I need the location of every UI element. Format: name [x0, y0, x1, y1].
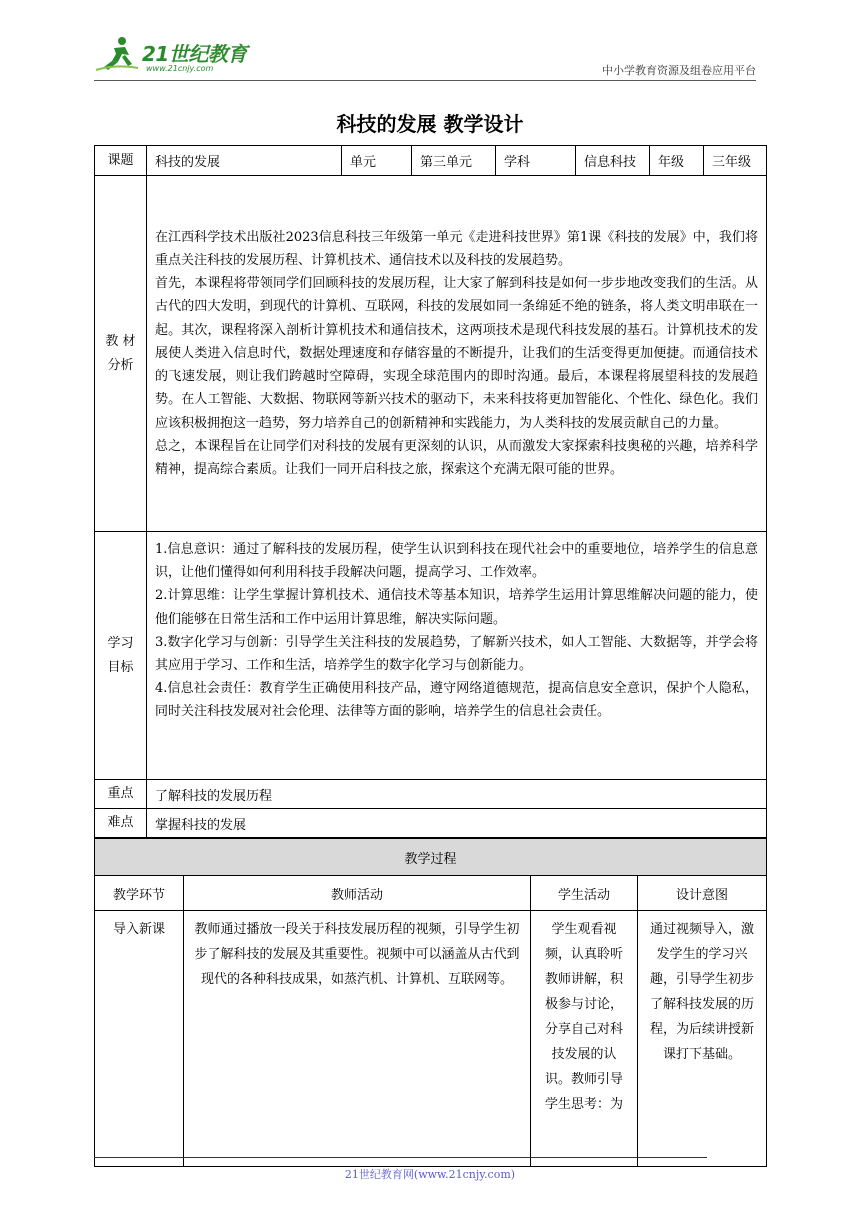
teaching-process-table — [94, 838, 767, 1167]
analysis-paragraph: 在江西科学技术出版社2023信息科技三年级第一单元《走进科技世界》第1课《科技的发展》中，我们将重点关注科技的发展历程、计算机技术、通信技术以及科技的发展趋势。 — [155, 229, 758, 269]
objective-item: 2.计算思维：让学生掌握计算机技术、通信技术等基本知识，培养学生运用计算思维解决问题的能力，使他们能够在日常生活和工作中运用计算思维，解决实际问题。 — [155, 588, 758, 627]
key-point-label: 重点 — [95, 780, 147, 809]
objectives-content — [147, 532, 767, 780]
column-header: 学生活动 — [531, 876, 638, 911]
key-point-row — [95, 780, 767, 809]
analysis-content — [147, 176, 767, 532]
column-header: 教师活动 — [184, 876, 531, 911]
difficulty-row — [95, 809, 767, 838]
difficulty-label: 难点 — [95, 809, 147, 838]
stage-cell: 导入新课 — [95, 911, 184, 1167]
teacher-activity-cell: 教师通过播放一段关于科技发展历程的视频，引导学生初步了解科技的发展及其重要性。视频中可以涵盖从古代到现代的各种科技成果，如蒸汽机、计算机、互联网等。 — [184, 911, 531, 1167]
objectives-label-line1: 学习 — [107, 635, 134, 651]
logo-url: www.21cnjy.com — [146, 64, 214, 73]
page-header — [94, 32, 756, 80]
student-activity-cell: 学生观看视频，认真聆听教师讲解，积极参与讨论，分享自己对科技发展的认识。教师引导学生思考：为 — [531, 911, 638, 1167]
analysis-row — [95, 176, 767, 532]
process-header-row — [95, 876, 767, 911]
footer-divider — [94, 1157, 707, 1158]
column-header: 教学环节 — [95, 876, 184, 911]
unit-value: 第三单元 — [412, 146, 496, 176]
key-point-value: 了解科技的发展历程 — [147, 780, 767, 809]
analysis-label — [95, 176, 147, 532]
process-title: 教学过程 — [95, 839, 767, 876]
objective-item: 4.信息社会责任：教育学生正确使用科技产品，遵守网络道德规范，提高信息安全意识，保护个人隐私，同时关注科技发展对社会伦理、法律等方面的影响，培养学生的信息社会责任。 — [155, 681, 758, 720]
grade-label: 年级 — [650, 146, 704, 176]
lesson-value: 科技的发展 — [147, 146, 342, 176]
lesson-info-table — [94, 145, 767, 838]
table-row — [95, 911, 767, 1167]
grade-value: 三年级 — [704, 146, 767, 176]
objective-item: 1.信息意识：通过了解科技的发展历程，使学生认识到科技在现代社会中的重要地位，培养学生的信息意识，让他们懂得如何利用科技手段解决问题，提高学习、工作效率。 — [155, 542, 758, 581]
unit-label: 单元 — [342, 146, 412, 176]
objectives-row — [95, 532, 767, 780]
lesson-label: 课题 — [95, 146, 147, 176]
objectives-label — [95, 532, 147, 780]
process-title-row — [95, 839, 767, 876]
subject-value: 信息科技 — [576, 146, 650, 176]
logo-text: 21世纪教育 — [142, 42, 247, 66]
page-title: 科技的发展 教学设计 — [336, 112, 524, 136]
subject-label: 学科 — [496, 146, 576, 176]
footer-link[interactable]: 21世纪教育网(www.21cnjy.com) — [344, 1168, 516, 1181]
header-divider — [94, 80, 756, 81]
difficulty-value: 掌握科技的发展 — [147, 809, 767, 838]
site-logo — [94, 34, 264, 74]
objective-item: 3.数字化学习与创新：引导学生关注科技的发展趋势，了解新兴技术，如人工智能、大数据等，并学会将其应用于学习、工作和生活，培养学生的数字化学习与创新能力。 — [155, 634, 758, 674]
info-row — [95, 146, 767, 176]
analysis-paragraph: 总之，本课程旨在让同学们对科技的发展有更深刻的认识，从而激发大家探索科技奥秘的兴趣，培养科学精神，提高综合素质。让我们一同开启科技之旅，探索这个充满无限可能的世界。 — [155, 438, 758, 477]
analysis-paragraph: 首先，本课程将带领同学们回顾科技的发展历程，让大家了解到科技是如何一步步地改变我们的生活。从古代的四大发明，到现代的计算机、互联网，科技的发展如同一条绵延不绝的链条，将人类文明串联在一起。其次，课程将深入剖析计算机技术和通信技术，这两项技术是现代科技发展的基石。计算机技术的发展使人类进入信息时代，数据处理速度和存储容量的不断提升，让我们的生活变得更加便捷。而通信技术的飞速发展，则让我们跨越时空障碍，实现全球范围内的即时沟通。最后，本课程将展望科技的发展趋势。在人工智能、大数据、物联网等新兴技术的驱动下，未来科技将更加智能化、个性化、绿色化。我们应该积极拥抱这一趋势，努力培养自己的创新精神和实践能力，为人类科技的发展贡献自己的力量。 — [155, 276, 758, 431]
design-intent-cell: 通过视频导入，激发学生的学习兴趣，引导学生初步了解科技发展的历程，为后续讲授新课打下基础。 — [638, 911, 767, 1167]
analysis-label-line2: 分析 — [107, 357, 134, 373]
objectives-label-line2: 目标 — [107, 659, 134, 675]
runner-logo-icon — [94, 34, 144, 74]
platform-name: 中小学教育资源及组卷应用平台 — [602, 64, 756, 77]
analysis-label-line1: 教 材 — [105, 333, 136, 349]
column-header: 设计意图 — [638, 876, 767, 911]
